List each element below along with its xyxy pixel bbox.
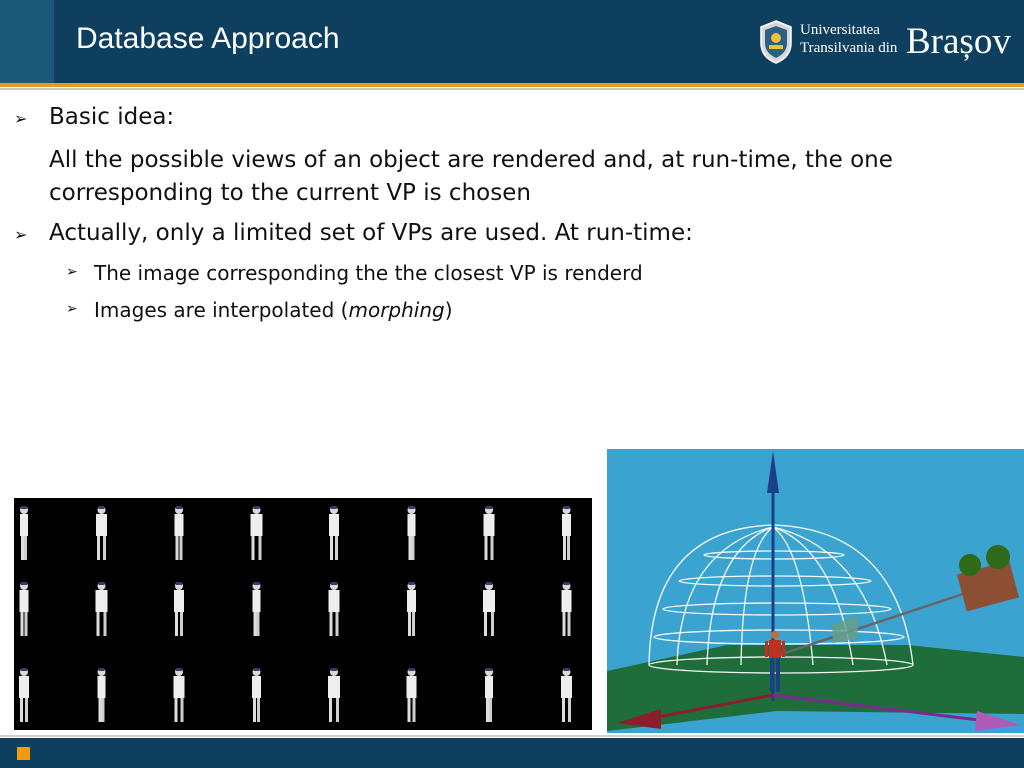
logo-city: Brașov	[906, 21, 1011, 62]
prerendered-views-image	[14, 498, 592, 730]
figure-view-thumbnail	[407, 668, 417, 722]
viewpoint-hemisphere-image	[607, 449, 1024, 733]
figure-view-thumbnail	[408, 506, 416, 560]
figure-view-thumbnail	[175, 506, 184, 560]
header-grey-rule	[0, 88, 1024, 90]
figure-view-thumbnail	[407, 582, 416, 636]
university-emblem-icon	[758, 19, 794, 65]
header-accent-block	[0, 0, 54, 83]
sub-bullet-suffix: )	[444, 298, 453, 322]
bullet-text: Basic idea:	[49, 104, 175, 130]
basic-idea-paragraph: All the possible views of an object are rendered and, at run-time, the one corresponding to the current VP is chosen	[49, 147, 893, 206]
figure-view-thumbnail	[485, 668, 493, 722]
arrowhead-bullet-icon: ➢	[14, 109, 28, 128]
footer-divider	[0, 735, 1024, 737]
slide-header	[0, 0, 1024, 83]
slide-title: Database Approach	[76, 22, 340, 55]
figure-view-thumbnail	[484, 506, 495, 560]
sub-bullet-text: The image corresponding the the closest VP is renderd	[94, 261, 643, 285]
slide-footer	[0, 738, 1024, 768]
figure-view-thumbnail	[96, 506, 107, 560]
figure-view-thumbnail	[483, 582, 495, 636]
sub-bullet-text	[94, 298, 453, 322]
logo-line-2: Transilvania din	[800, 40, 898, 56]
figure-view-thumbnail	[96, 582, 108, 636]
figure-view-thumbnail	[329, 582, 340, 636]
figure-view-thumbnail	[20, 506, 28, 560]
figure-view-thumbnail	[252, 668, 261, 722]
morphing-term: morphing	[348, 298, 445, 322]
figure-view-thumbnail	[19, 668, 29, 722]
university-logo	[756, 16, 1018, 72]
figure-view-thumbnail	[562, 506, 571, 560]
header-orange-rule	[0, 83, 1024, 87]
bullet-text: Actually, only a limited set of VPs are used. At run-time:	[49, 220, 693, 246]
arrowhead-bullet-icon: ➢	[14, 225, 28, 244]
arrowhead-bullet-icon: ➢	[66, 264, 78, 280]
figure-view-thumbnail	[253, 582, 261, 636]
arrowhead-bullet-icon: ➢	[66, 301, 78, 317]
figure-view-thumbnail	[562, 582, 572, 636]
footer-square-marker	[17, 747, 30, 760]
logo-line-1: Universitatea	[800, 22, 880, 38]
figure-view-thumbnail	[329, 506, 339, 560]
figure-view-thumbnail	[328, 668, 340, 722]
figure-view-thumbnail	[98, 668, 106, 722]
figure-view-thumbnail	[561, 668, 572, 722]
figure-view-thumbnail	[20, 582, 29, 636]
figure-view-thumbnail	[251, 506, 263, 560]
figure-view-thumbnail	[174, 582, 184, 636]
sub-bullet-prefix: Images are interpolated (	[94, 298, 349, 322]
figure-view-thumbnail	[174, 668, 185, 722]
